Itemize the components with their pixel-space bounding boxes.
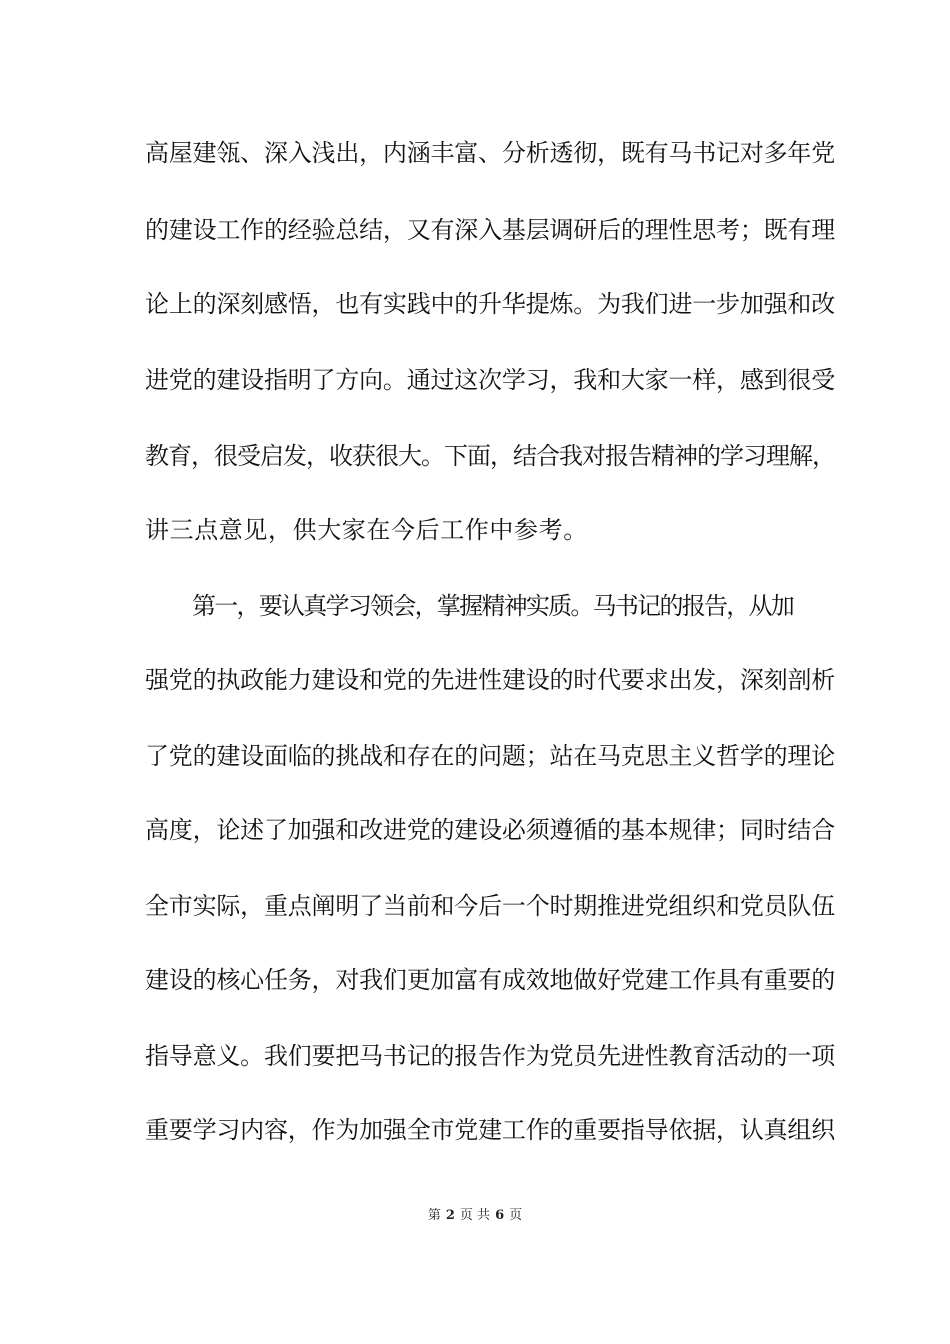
footer-suffix: 页	[509, 1208, 523, 1223]
text-line: 高度，论述了加强和改进党的建设必须遵循的基本规律；同时结合	[145, 816, 835, 844]
paragraph-first-line: 第一，要认真学习领会，掌握精神实质。马书记的报告，从加	[192, 592, 793, 620]
current-page-number: 2	[445, 1208, 455, 1223]
text-line: 指导意义。我们要把马书记的报告作为党员先进性教育活动的一项	[145, 1042, 835, 1070]
text-line: 进党的建设指明了方向。通过这次学习，我和大家一样，感到很受	[145, 366, 835, 394]
text-line: 论上的深刻感悟，也有实践中的升华提炼。为我们进一步加强和改	[145, 290, 835, 318]
text-line: 重要学习内容，作为加强全市党建工作的重要指导依据，认真组织	[145, 1116, 835, 1144]
text-line: 教育，很受启发，收获很大。下面，结合我对报告精神的学习理解，	[145, 442, 835, 470]
text-line: 强党的执政能力建设和党的先进性建设的时代要求出发，深刻剖析	[145, 666, 835, 694]
text-line: 建设的核心任务，对我们更加富有成效地做好党建工作具有重要的	[145, 966, 835, 994]
text-line: 全市实际，重点阐明了当前和今后一个时期推进党组织和党员队伍	[145, 892, 835, 920]
text-line: 的建设工作的经验总结，又有深入基层调研后的理性思考；既有理	[145, 216, 835, 244]
footer-prefix: 第	[427, 1208, 441, 1223]
total-pages-number: 6	[495, 1208, 505, 1223]
text-line: 讲三点意见，供大家在今后工作中参考。	[145, 516, 588, 544]
footer-middle: 页 共	[459, 1208, 491, 1223]
text-line: 了党的建设面临的挑战和存在的问题；站在马克思主义哲学的理论	[145, 742, 835, 770]
page-footer	[0, 1206, 950, 1226]
text-line: 高屋建瓴、深入浅出，内涵丰富、分析透彻，既有马书记对多年党	[145, 139, 835, 167]
